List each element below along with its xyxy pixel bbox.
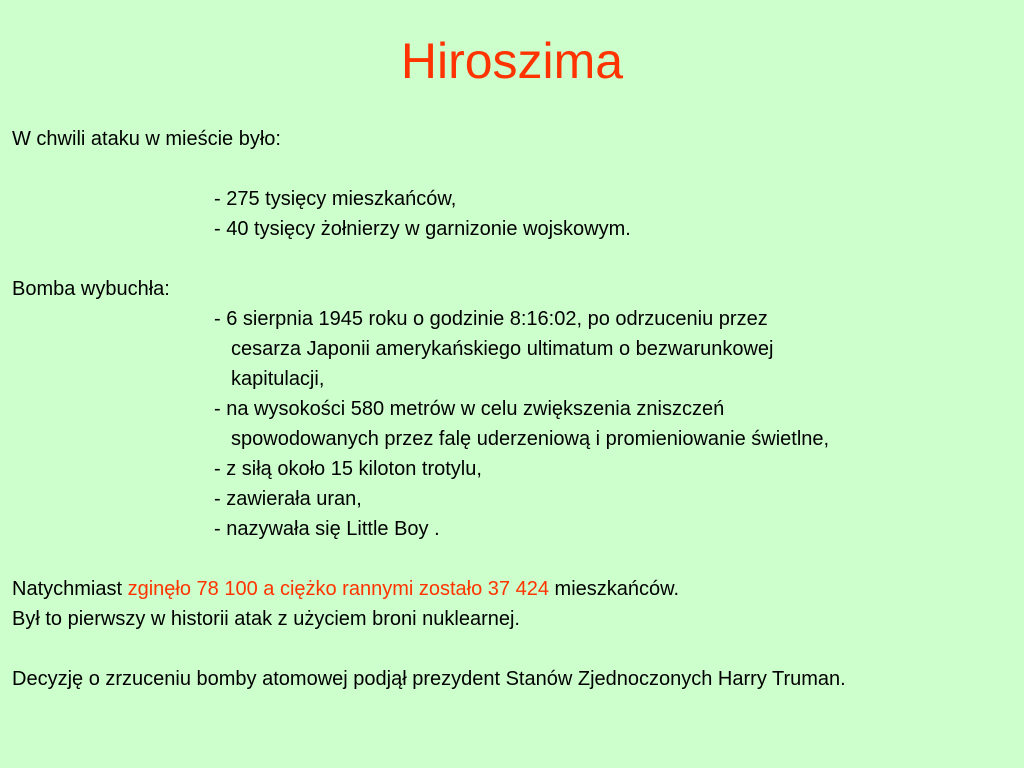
bomb-item-date: - 6 sierpnia 1945 roku o godzinie 8:16:02, po odrzuceniu przez (214, 308, 768, 330)
population-item-residents: - 275 tysięcy mieszkańców, (214, 188, 457, 210)
bomb-item-date-cont: kapitulacji, (231, 368, 325, 390)
bomb-item-altitude-cont: spowodowanych przez falę uderzeniową i promieniowanie świetlne, (231, 428, 830, 450)
casualties-suffix: mieszkańców. (548, 578, 680, 600)
spacer (12, 154, 1012, 184)
spacer (12, 244, 1012, 274)
casualties-line (12, 574, 1012, 604)
bomb-item-name: - nazywała się Little Boy . (214, 518, 440, 540)
casualties-highlight: zginęło 78 100 a ciężko rannymi zostało 37 424 (127, 578, 549, 600)
slide-body (12, 124, 1012, 694)
spacer (12, 634, 1012, 664)
population-item-soldiers: - 40 tysięcy żołnierzy w garnizonie wojskowym. (214, 218, 631, 240)
casualties-note: Był to pierwszy w historii atak z użyciem broni nuklearnej. (12, 608, 520, 630)
slide-title: Hiroszima (400, 33, 624, 89)
bomb-item-uranium: - zawierała uran, (214, 488, 362, 510)
population-heading: W chwili ataku w mieście było: (12, 128, 281, 150)
bomb-item-yield: - z siłą około 15 kiloton trotylu, (214, 458, 482, 480)
bomb-item-date-cont: cesarza Japonii amerykańskiego ultimatum o bezwarunkowej (231, 338, 774, 360)
spacer (12, 544, 1012, 574)
decision-paragraph: Decyzję o zrzuceniu bomby atomowej podjął prezydent Stanów Zjednoczonych Harry Truman. (12, 668, 846, 690)
bomb-item-altitude: - na wysokości 580 metrów w celu zwiększenia zniszczeń (214, 398, 725, 420)
casualties-prefix: Natychmiast (12, 578, 128, 600)
bomb-heading: Bomba wybuchła: (12, 278, 170, 300)
